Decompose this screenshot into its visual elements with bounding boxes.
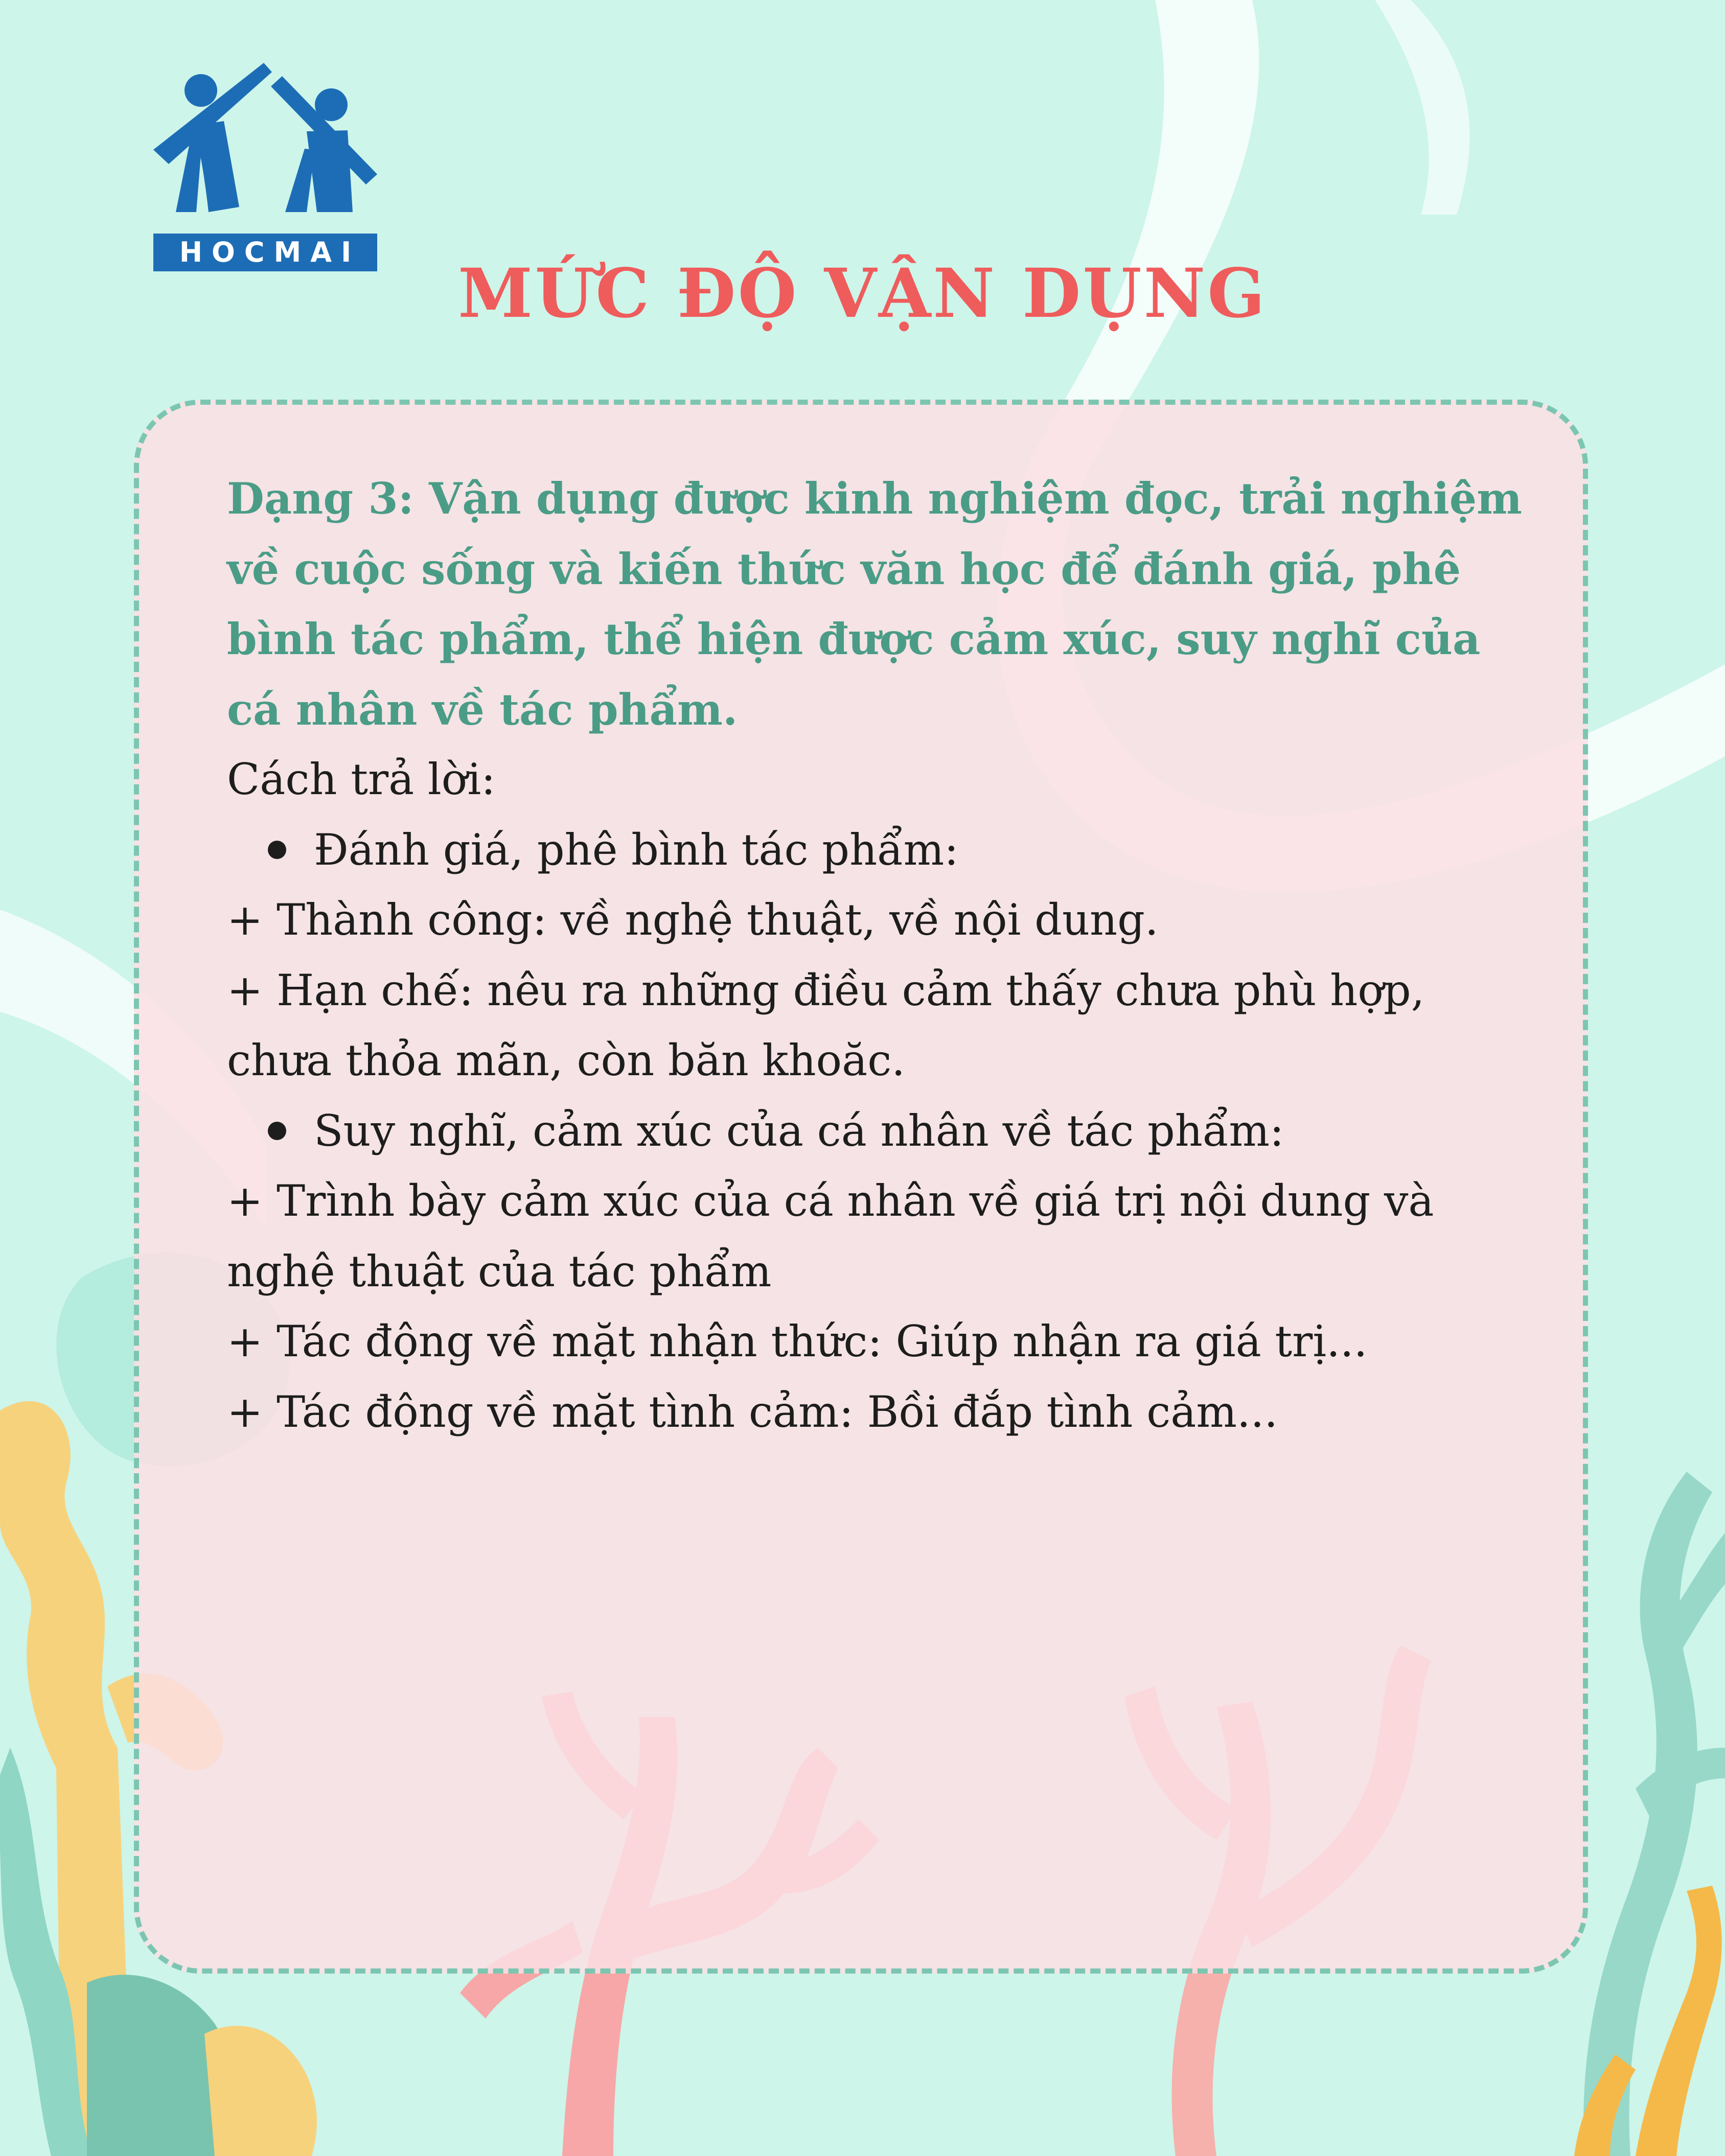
plus-item-cognitive-impact: + Tác động về mặt nhận thức: Giúp nhận ra giá trị... bbox=[227, 1316, 1368, 1366]
hocmai-figures-icon bbox=[153, 59, 378, 233]
answer-label: Cách trả lời: bbox=[227, 754, 496, 804]
bullet-text: Suy nghĩ, cảm xúc của cá nhân về tác phẩm: bbox=[314, 1105, 1284, 1156]
logo-wordmark: HOCMAI bbox=[153, 234, 377, 271]
bullet-dot-icon bbox=[268, 1122, 286, 1140]
plus-item-emotions: + Trình bày cảm xúc của cá nhân về giá trị nội dung và nghệ thuật của tác phẩm bbox=[227, 1176, 1434, 1296]
plus-item-emotional-impact: + Tác động về mặt tình cảm: Bồi đắp tình cảm... bbox=[227, 1386, 1278, 1437]
bullet-text: Đánh giá, phê bình tác phẩm: bbox=[314, 824, 959, 875]
question-type-heading: Dạng 3: Vận dụng được kinh nghiệm đọc, trải nghiệm về cuộc sống và kiến thức văn học để đánh giá, phê bình tác phẩm, thể hiện được cảm xúc, suy nghĩ của cá nhân về tác phẩm. bbox=[227, 473, 1523, 735]
bullet-item-evaluate bbox=[227, 815, 1535, 886]
hocmai-logo bbox=[153, 59, 378, 273]
bullet-dot-icon bbox=[268, 841, 286, 859]
card-content bbox=[227, 463, 1535, 1447]
plus-item-success: + Thành công: về nghệ thuật, về nội dung. bbox=[227, 895, 1159, 945]
bullet-item-feelings bbox=[227, 1096, 1535, 1167]
content-card bbox=[134, 400, 1588, 1974]
page-title: MỨC ĐỘ VẬN DỤNG bbox=[458, 254, 1267, 333]
plus-item-limitation: + Hạn chế: nêu ra những điều cảm thấy chưa phù hợp, chưa thỏa mãn, còn băn khoăc. bbox=[227, 965, 1425, 1085]
